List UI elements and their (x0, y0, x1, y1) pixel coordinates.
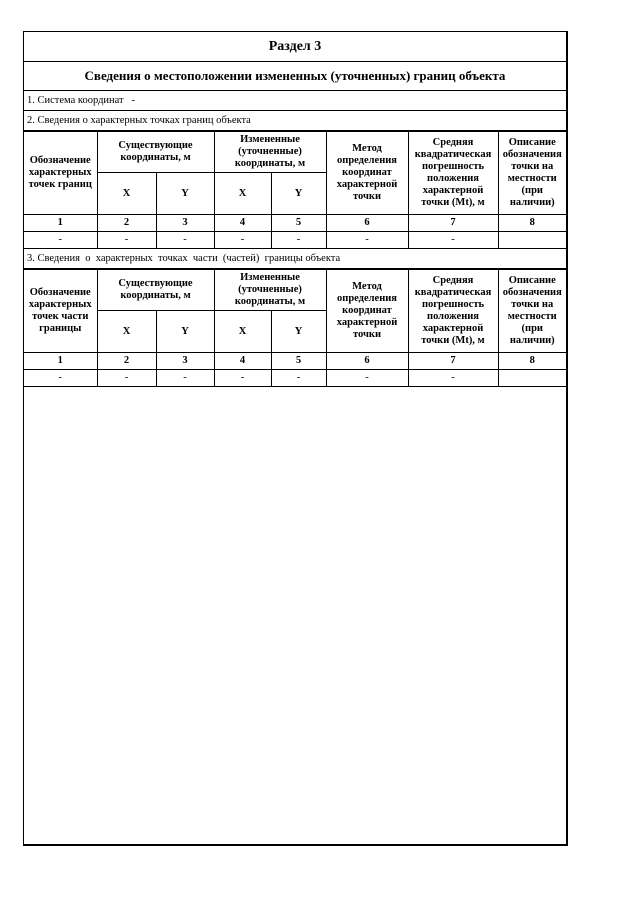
table1-x-existing: X (97, 173, 156, 215)
table2-existing-coords-header: Существующие координаты, м (97, 270, 214, 311)
table1-description-header: Описание обозначения точки на местности (при наличии) (498, 132, 566, 215)
table-cell: - (326, 370, 408, 387)
table-row (24, 370, 566, 387)
table1-boundary-points (24, 131, 566, 249)
table1-y-existing: Y (156, 173, 214, 215)
table2-y-existing: Y (156, 311, 214, 353)
table2-changed-coords-header: Измененные (уточненные) координаты, м (214, 270, 326, 311)
table-cell (498, 370, 566, 387)
table-cell: - (271, 232, 326, 249)
column-number: 7 (408, 215, 498, 232)
column-number: 3 (156, 215, 214, 232)
table2-x-changed: X (214, 311, 271, 353)
table2-caption: 3. Сведения о характерных точках части (частей) границы объекта (24, 249, 566, 269)
column-number: 1 (24, 353, 97, 370)
table1-col1-header: Обозначение характерных точек границ (24, 132, 97, 215)
table-cell: - (408, 232, 498, 249)
table1-error-header: Средняя квадратическая погрешность положения характерной точки (Mt), м (408, 132, 498, 215)
table1-existing-coords-header: Существующие координаты, м (97, 132, 214, 173)
column-number: 5 (271, 353, 326, 370)
table-cell: - (24, 232, 97, 249)
column-number: 8 (498, 215, 566, 232)
table2-x-existing: X (97, 311, 156, 353)
table-cell: - (214, 232, 271, 249)
table1-method-header: Метод определения координат характерной точки (326, 132, 408, 215)
table2-method-header: Метод определения координат характерной точки (326, 270, 408, 353)
table-cell: - (24, 370, 97, 387)
column-number: 7 (408, 353, 498, 370)
document-frame (23, 31, 568, 846)
table-cell: - (97, 232, 156, 249)
table-cell: - (156, 232, 214, 249)
coordinate-system-line: 1. Система координат - (24, 91, 566, 111)
table-row (24, 232, 566, 249)
table1-column-numbers (24, 215, 566, 232)
table1-changed-coords-header: Измененные (уточненные) координаты, м (214, 132, 326, 173)
column-number: 6 (326, 353, 408, 370)
column-number: 3 (156, 353, 214, 370)
table-cell: - (214, 370, 271, 387)
column-number: 4 (214, 353, 271, 370)
table1-x-changed: X (214, 173, 271, 215)
table1-y-changed: Y (271, 173, 326, 215)
table-cell: - (271, 370, 326, 387)
column-number: 8 (498, 353, 566, 370)
column-number: 4 (214, 215, 271, 232)
table2-description-header: Описание обозначения точки на местности (при наличии) (498, 270, 566, 353)
section-subtitle: Сведения о местоположении измененных (уточненных) границ объекта (24, 62, 566, 91)
column-number: 2 (97, 353, 156, 370)
column-number: 5 (271, 215, 326, 232)
table-cell (498, 232, 566, 249)
table-cell: - (326, 232, 408, 249)
table2-part-boundary-points (24, 269, 566, 387)
table1-caption: 2. Сведения о характерных точках границ объекта (24, 111, 566, 131)
table2-error-header: Средняя квадратическая погрешность положения характерной точки (Mt), м (408, 270, 498, 353)
table-cell: - (97, 370, 156, 387)
table2-col1-header: Обозначение характерных точек части границы (24, 270, 97, 353)
section-title: Раздел 3 (24, 32, 566, 62)
column-number: 2 (97, 215, 156, 232)
table-cell: - (408, 370, 498, 387)
table2-column-numbers (24, 353, 566, 370)
column-number: 6 (326, 215, 408, 232)
table-cell: - (156, 370, 214, 387)
column-number: 1 (24, 215, 97, 232)
table2-y-changed: Y (271, 311, 326, 353)
